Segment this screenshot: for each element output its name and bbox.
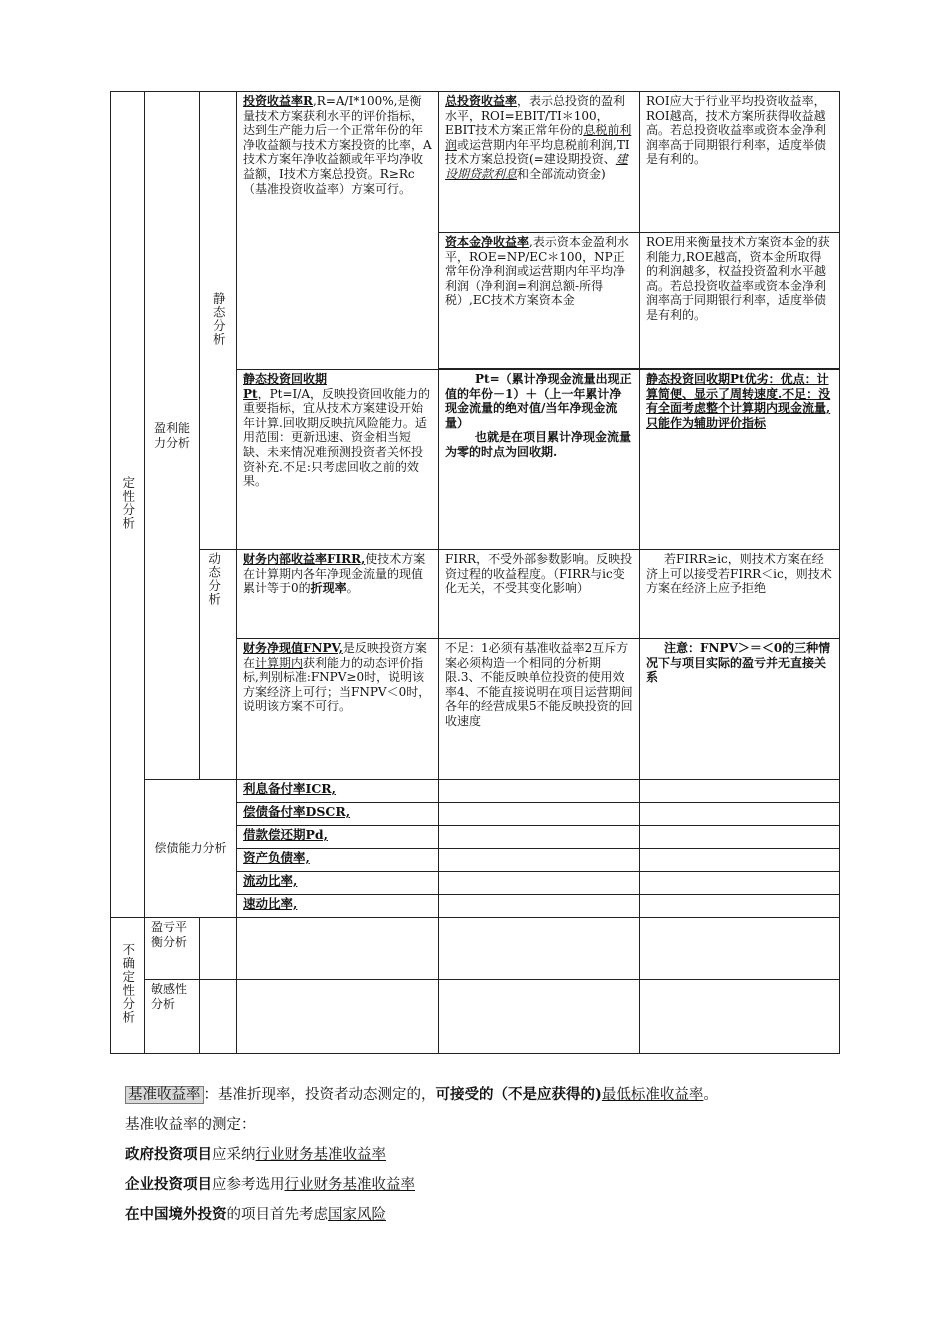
solvency-row-pd: 借款偿还期Pd,: [237, 826, 439, 849]
total-roi-note: ROI应大于行业平均投资收益率，ROI越高，技术方案所获得收益越高。若总投资收益率或资本金净利润率高于同期银行利率，适度举债是有利的。: [640, 92, 840, 233]
mode-dynamic: 动态分析: [200, 550, 237, 780]
mode-static: 静态分析: [200, 92, 237, 550]
solvency-row-debt-ratio: 资产负债率,: [237, 849, 439, 872]
note-government: 政府投资项目应采纳行业财务基准收益率: [125, 1146, 386, 1163]
solvency-row-quick-ratio: 速动比率,: [237, 895, 439, 918]
analysis-table: [110, 91, 840, 1054]
solvency-row-current-ratio: 流动比率,: [237, 872, 439, 895]
static-payback-definition: 静态投资回收期 Pt，Pt=I/A，反映投资回收能力的重要指标，宜从技术方案建设开始年计算.回收期反映抗风险能力。适用范围：更新迅速、资金相当短缺、未来情况难预测投资者关怀投资补充.不足:只考虑回收之前的效果。: [237, 370, 439, 550]
note-enterprise: 企业投资项目应参考选用行业财务基准收益率: [125, 1176, 415, 1193]
notes: [125, 1084, 718, 1234]
static-payback-evaluation: 静态投资回收期Pt优劣：优点：计算简便、显示了周转速度.不足：没有全面考虑整个计算期内现金流量,只能作为辅助评价指标: [640, 370, 840, 550]
category-qualitative: 定性分析: [111, 92, 145, 918]
solvency-row-icr: 利息备付率ICR,: [237, 780, 439, 803]
roi-definition: 投资收益率R,R=A/I*100%,是衡量技术方案获利水平的评价指标，达到生产能力后一个正常年份的年净收益额与技术方案投资的比率，A技术方案年净收益额或年平均净收益额，I技术方案总投资。R≥Rc（基准投资收益率）方案可行。: [237, 92, 439, 370]
total-roi-definition: 总投资收益率，表示总投资的盈利水平，ROI=EBIT/TI＊100，EBIT技术方案正常年份的息税前利润或运营期内年平均息税前利润,TI技术方案总投资(=建设期投资、建设期贷款利息和全部流动资金): [439, 92, 640, 233]
roe-definition: 资本金净收益率,表示资本金盈利水平，ROE=NP/EC＊100，NP正常年份净利润或运营期内年平均净利润（净利润=利润总额-所得税）,EC技术方案资本金: [439, 233, 640, 369]
static-payback-formula: Pt=（累计净现金流量出现正值的年份－1）＋（上一年累计净现金流量的绝对值/当年净现金流量） 也就是在项目累计净现金流量为零的时点为回收期.: [439, 370, 640, 550]
subcategory-breakeven: 盈亏平衡分析: [145, 918, 200, 980]
fnpv-definition: 财务净现值FNPV,是反映投资方案在计算期内获利能力的动态评价指标,判别标准:FNPV≥0时，说明该方案经济上可行；当FNPV＜0时，说明该方案不可行。: [237, 639, 439, 780]
note-overseas: 在中国境外投资的项目首先考虑国家风险: [125, 1206, 386, 1223]
note-benchmark: 基准收益率 ：基准折现率，投资者动态测定的，可接受的（不是应获得的)最低标准收益率。: [125, 1084, 718, 1106]
roe-note: ROE用来衡量技术方案资本金的获利能力,ROE越高，资本金所取得的利润越多，权益投资盈利水平越高。若总投资收益率或资本金净利润率高于同期银行利率，适度举债是有利的。: [640, 233, 840, 369]
solvency-row-dscr: 偿债备付率DSCR,: [237, 803, 439, 826]
subcategory-sensitivity: 敏感性分析: [145, 980, 200, 1054]
firr-definition: 财务内部收益率FIRR,使技术方案在计算期内各年净现金流量的现值累计等于0的折现率。: [237, 550, 439, 639]
firr-criterion: 若FIRR≥ic，则技术方案在经济上可以接受若FIRR＜ic，则技术方案在经济上应予拒绝: [640, 550, 840, 639]
fnpv-note: 注意：FNPV＞＝＜0的三种情况下与项目实际的盈亏并无直接关系: [640, 639, 840, 780]
category-uncertainty: 不确定性分析: [111, 918, 145, 1054]
firr-feature: FIRR，不受外部参数影响。反映投资过程的收益程度。（FIRR与ic变化无关，不受其变化影响）: [439, 550, 640, 639]
subcategory-solvency: 偿债能力分析: [145, 780, 237, 918]
fnpv-shortcoming: 不足：1必须有基准收益率2互斥方案必须构造一个相同的分析期限.3、不能反映单位投资的使用效率4、不能直接说明在项目运营期间各年的经营成果5不能反映投资的回收速度: [439, 639, 640, 780]
subcategory-profit: 盈利能力分析: [145, 92, 200, 780]
note-measurement: 基准收益率的测定：: [125, 1117, 256, 1133]
